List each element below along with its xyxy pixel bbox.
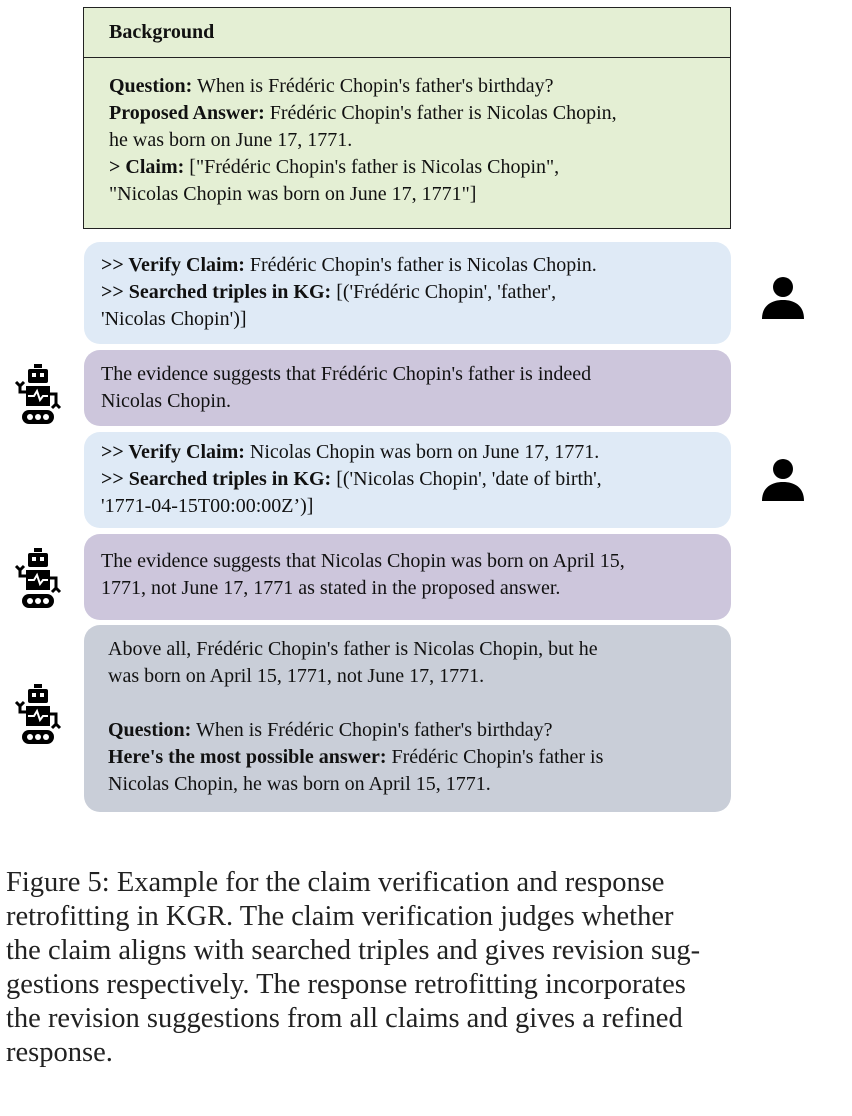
verify-claim-text: Nicolas Chopin was born on June 17, 1771.	[244, 441, 600, 463]
response-line-2: Nicolas Chopin.	[101, 390, 231, 412]
proposed-answer-line-2: he was born on June 17, 1771.	[109, 129, 353, 151]
searched-triples-label: >> Searched triples in KG:	[101, 468, 332, 490]
spacer	[108, 690, 715, 717]
proposed-answer-line	[109, 100, 710, 127]
claim-prefix: >	[109, 156, 126, 178]
searched-triples-line	[101, 466, 715, 493]
searched-triples-line	[101, 279, 715, 306]
question-label: Question:	[109, 75, 193, 97]
final-answer-line	[108, 744, 715, 771]
question-line	[109, 73, 710, 100]
final-answer-text: Frédéric Chopin's father is	[386, 746, 604, 768]
claim-line-2: "Nicolas Chopin was born on June 17, 1771"]	[109, 183, 477, 205]
person-icon	[760, 457, 806, 503]
summary-line: Above all, Frédéric Chopin's father is Nicolas Chopin, but he	[108, 638, 598, 660]
person-icon	[760, 275, 806, 321]
background-panel	[83, 7, 731, 229]
claim-line	[109, 154, 710, 181]
verify-claim-line	[101, 252, 715, 279]
background-body	[84, 58, 730, 208]
evidence-response-1-bubble	[84, 350, 731, 426]
final-question-text: When is Frédéric Chopin's father's birthday?	[191, 719, 553, 741]
response-line: The evidence suggests that Frédéric Chopin's father is indeed	[101, 363, 592, 385]
robot-icon	[12, 548, 64, 612]
caption-line: retrofitting in KGR. The claim verification judges whether	[6, 901, 674, 932]
verify-claim-line	[101, 439, 715, 466]
final-answer-label: Here's the most possible answer:	[108, 746, 387, 768]
verify-claim-1-bubble	[84, 242, 731, 344]
final-answer-line-2: Nicolas Chopin, he was born on April 15, 1771.	[108, 773, 491, 795]
verify-claim-text: Frédéric Chopin's father is Nicolas Chopin.	[244, 254, 597, 276]
caption-line: the revision suggestions from all claims and gives a refined	[6, 1003, 683, 1034]
searched-triples-line-2: '1771-04-15T00:00:00Z’)]	[101, 495, 314, 517]
claim-text: ["Frédéric Chopin's father is Nicolas Chopin",	[184, 156, 560, 178]
verify-claim-label: >> Verify Claim:	[101, 441, 245, 463]
caption-line: Figure 5: Example for the claim verification and response	[6, 867, 665, 898]
evidence-response-2-bubble	[84, 534, 731, 620]
robot-icon	[12, 364, 64, 428]
proposed-answer-label: Proposed Answer:	[109, 102, 265, 124]
caption-line: the claim aligns with searched triples and gives revision sug-	[6, 935, 701, 966]
verify-claim-2-bubble	[84, 432, 731, 528]
question-text: When is Frédéric Chopin's father's birthday?	[192, 75, 554, 97]
searched-triples-line-2: 'Nicolas Chopin')]	[101, 308, 247, 330]
final-question-line	[108, 717, 715, 744]
background-header: Background	[84, 8, 730, 58]
claim-label: Claim:	[125, 156, 185, 178]
caption-line: response.	[6, 1037, 113, 1068]
robot-icon	[12, 684, 64, 748]
verify-claim-label: >> Verify Claim:	[101, 254, 245, 276]
summary-line-2: was born on April 15, 1771, not June 17, 1771.	[108, 665, 485, 687]
final-question-label: Question:	[108, 719, 192, 741]
response-line: The evidence suggests that Nicolas Chopin was born on April 15,	[101, 550, 625, 572]
searched-triples-label: >> Searched triples in KG:	[101, 281, 332, 303]
proposed-answer-text: Frédéric Chopin's father is Nicolas Chopin,	[264, 102, 617, 124]
caption-line: gestions respectively. The response retrofitting incorporates	[6, 969, 686, 1000]
searched-triples-text: [('Nicolas Chopin', 'date of birth',	[331, 468, 602, 490]
final-answer-bubble	[84, 625, 731, 812]
figure-caption	[6, 866, 836, 1070]
searched-triples-text: [('Frédéric Chopin', 'father',	[331, 281, 557, 303]
response-line-2: 1771, not June 17, 1771 as stated in the proposed answer.	[101, 577, 561, 599]
